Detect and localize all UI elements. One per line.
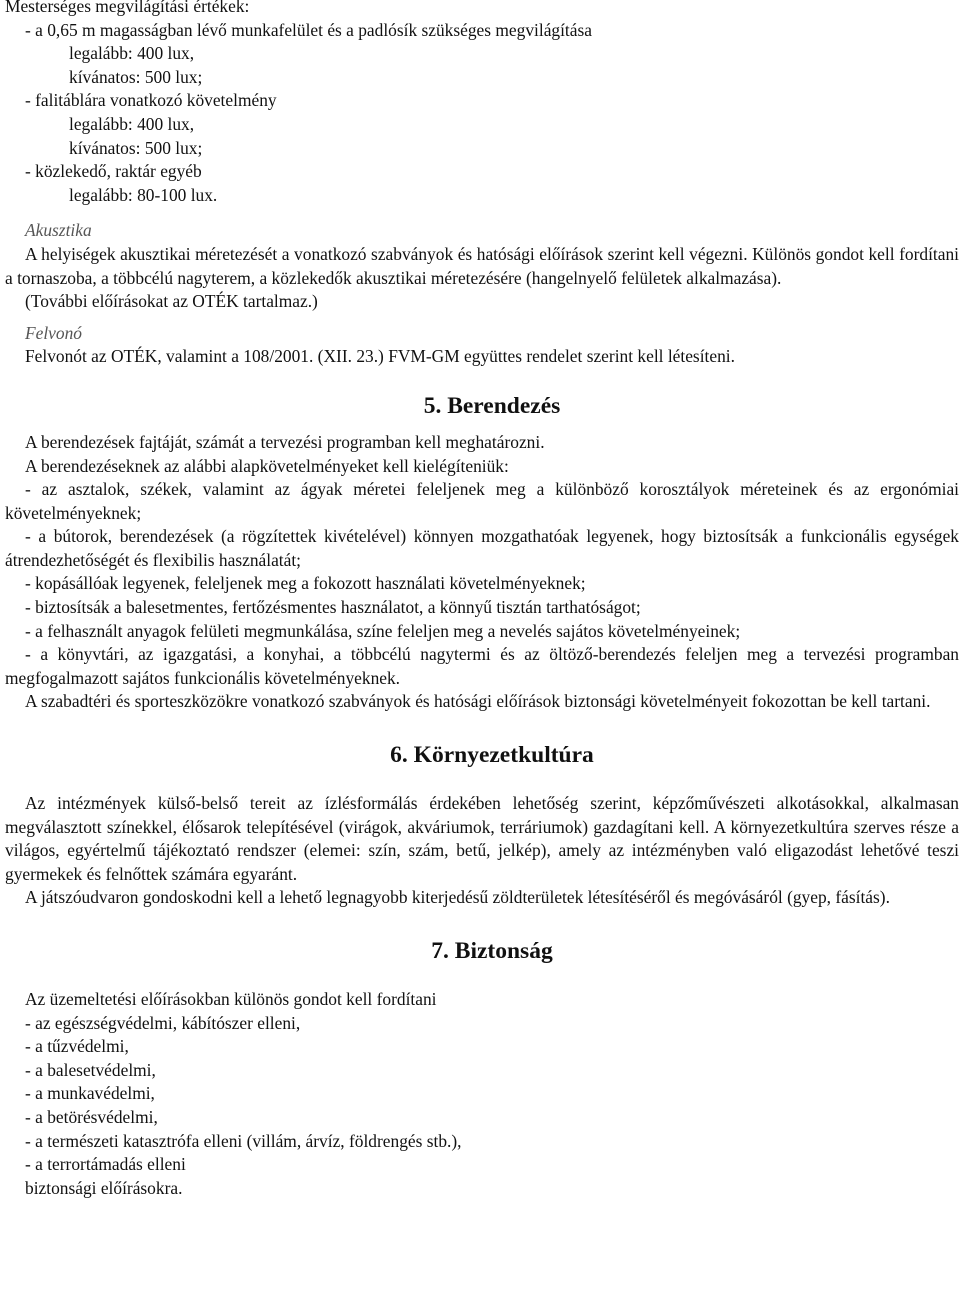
list-item: - a tűzvédelmi,: [25, 1036, 129, 1057]
list-item: - a terrortámadás elleni: [25, 1154, 186, 1175]
list-item: - a munkavédelmi,: [25, 1083, 155, 1104]
list-item: - a betörésvédelmi,: [25, 1106, 158, 1127]
lighting-heading: Mesterséges megvilágítási értékek:: [5, 0, 250, 16]
section-6-paragraph: A játszóudvaron gondoskodni kell a lehető legnagyobb kiterjedésű zöldterületek létesítéséről és megóvásáról (gyep, fásítás).: [25, 887, 890, 908]
list-item: - kopásállóak legyenek, feleljenek meg a fokozott használati követelményeknek;: [25, 573, 586, 594]
lighting-line: - falitáblára vonatkozó követelmény: [25, 90, 277, 111]
list-item: - biztosítsák a balesetmentes, fertőzésmentes használatot, a könnyű tisztán tarthatóságot;: [25, 597, 641, 618]
list-item: - a könyvtári, az igazgatási, a konyhai, a többcélú nagytermi és az öltöző-berendezés feleljen meg a tervezési programban megfogalmazott sajátos funkcionális követelményeknek.: [5, 644, 959, 688]
lighting-line: legalább: 80-100 lux.: [69, 184, 218, 205]
section-5-closing: A szabadtéri és sporteszközökre vonatkozó szabványok és hatósági előírások biztonsági követelményeit fokozottan be kell tartani.: [25, 691, 931, 712]
acoustics-note: (További előírásokat az OTÉK tartalmaz.): [25, 291, 318, 312]
lighting-line: - a 0,65 m magasságban lévő munkafelület és a padlósík szükséges megvilágítása: [25, 19, 592, 40]
section-7-title: 7. Biztonság: [431, 938, 553, 964]
lighting-line: kívánatos: 500 lux;: [69, 137, 203, 158]
lighting-line: - közlekedő, raktár egyéb: [25, 161, 202, 182]
lighting-line: legalább: 400 lux,: [69, 113, 195, 134]
section-6-paragraph: Az intézmények külső-belső tereit az ízlésformálás érdekében lehetőség szerint, képzőművészeti alkotásokkal, alkalmasan megválasztott színekkel, élősarok telepítésével (virágok, akváriumok, terráriumok) gazdagítani kell. A környezetkultúra szerves része a világos, egyértelmű tájékoztató rendszer (elemei: szín, szám, betű, jelkép), amely az intézményben való eligazodást lehetővé teszi gyermekek és felnőttek számára egyaránt.: [5, 793, 959, 884]
section-6-title: 6. Környezetkultúra: [390, 742, 594, 769]
list-item: - a balesetvédelmi,: [25, 1059, 156, 1080]
elevator-title: Felvonó: [25, 322, 82, 343]
section-7-intro: Az üzemeltetési előírásokban különös gondot kell fordítani: [25, 989, 437, 1009]
lighting-line: kívánatos: 500 lux;: [69, 66, 203, 87]
section-5-intro: A berendezések fajtáját, számát a tervezési programban kell meghatározni.: [25, 431, 545, 452]
section-5-intro: A berendezéseknek az alábbi alapkövetelményeket kell kielégíteniük:: [25, 455, 509, 476]
section-5-title: 5. Berendezés: [423, 392, 561, 419]
document-page: [5, 0, 959, 1200]
list-item: - a bútorok, berendezések (a rögzítettek kivételével) könnyen mozgathatóak legyenek, hogy biztosítsák a funkcionális egységek átrendezhetőségét és flexibilis használatát;: [5, 526, 959, 570]
list-item: - az egészségvédelmi, kábítószer elleni,: [25, 1012, 301, 1033]
acoustics-paragraph: A helyiségek akusztikai méretezését a vonatkozó szabványok és hatósági előírások szerint kell végezni. Különös gondot kell fordítani a tornaszoba, a többcélú nagyterem, a közlekedők akusztikai méretezésére (hangelnyelő felületek alkalmazása).: [5, 243, 959, 288]
list-item: - az asztalok, székek, valamint az ágyak méretei feleljenek meg a különböző korosztályok méreteinek és az ergonómiai követelményeknek;: [5, 479, 959, 523]
list-item: - a természeti katasztrófa elleni (villám, árvíz, földrengés stb.),: [25, 1130, 462, 1151]
list-item: - a felhasznált anyagok felületi megmunkálása, színe feleljen meg a nevelés sajátos követelményeinek;: [25, 620, 741, 641]
section-7-closing: biztonsági előírásokra.: [25, 1177, 183, 1198]
lighting-line: legalább: 400 lux,: [69, 43, 195, 64]
acoustics-title: Akusztika: [25, 220, 92, 241]
elevator-paragraph: Felvonót az OTÉK, valamint a 108/2001. (XII. 23.) FVM-GM együttes rendelet szerint kell létesíteni.: [25, 346, 735, 367]
